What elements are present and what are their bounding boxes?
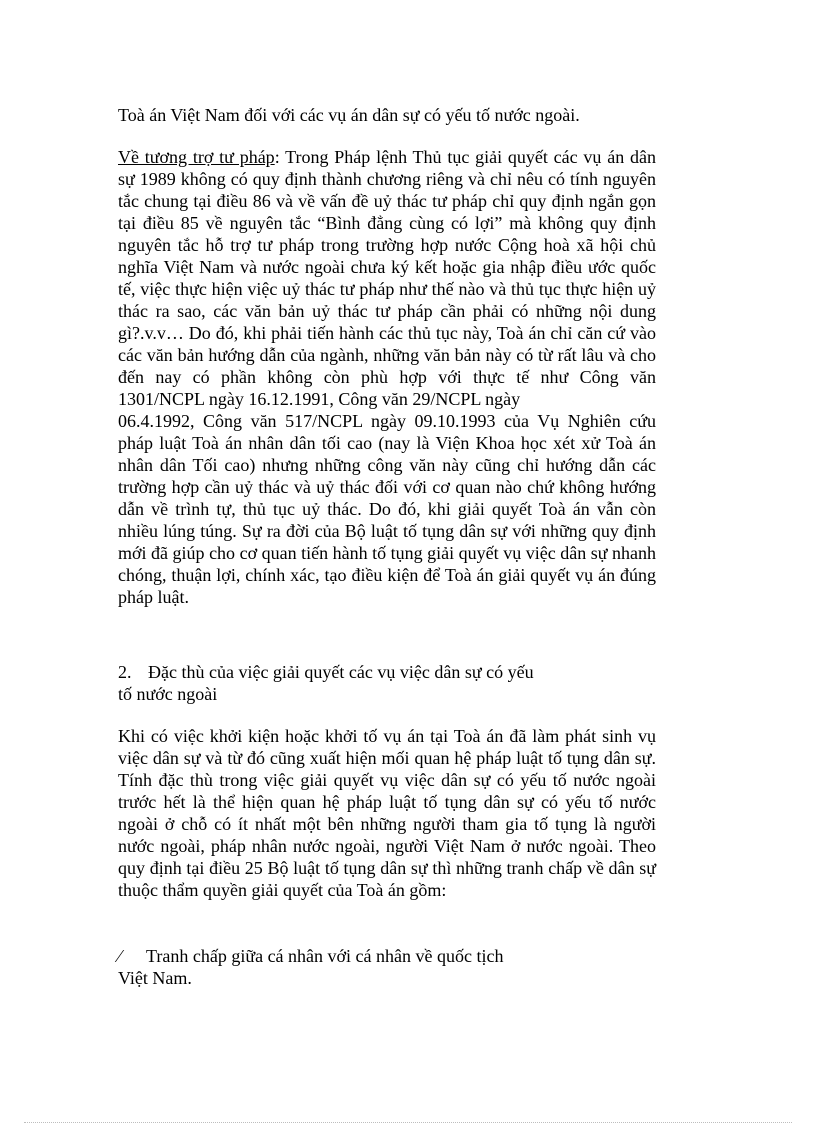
section-title-line2: tố nước ngoài [118, 684, 218, 704]
paragraph-mutual-legal-assistance [118, 146, 656, 608]
bullet-marker: ⁄ [118, 946, 122, 966]
bullet-text-line1: Tranh chấp giữa cá nhân với cá nhân về quốc tịch [146, 946, 504, 966]
paragraph-body-part-a: : Trong Pháp lệnh Thủ tục giải quyết các vụ án dân sự 1989 không có quy định thành chương riêng và chỉ nêu có tính nguyên tắc chung tại điều 86 và về vấn đề uỷ thác tư pháp chỉ quy định ngắn gọn tại điều 85 về nguyên tắc “Bình đẳng cùng có lợi” mà không quy định nguyên tắc hỗ trợ tư pháp trong trường hợp nước Cộng hoà xã hội chủ nghĩa Việt Nam và nước ngoài chưa ký kết hoặc gia nhập điều ước quốc tế, việc thực hiện việc uỷ thác tư pháp như thế nào và thủ tục thực hiện uỷ thác ra sao, các văn bản uỷ thác tư pháp cần phải có những nội dung gì?.v.v… Do đó, khi phải tiến hành các thủ tục này, Toà án chỉ căn cứ vào các văn bản hướng dẫn của ngành, những văn bản này có từ rất lâu và cho đến nay có phần không còn phù hợp với thực tế như Công văn 1301/NCPL ngày 16.12.1991, Công văn 29/NCPL ngày [118, 147, 656, 409]
paragraph-specific-features: Khi có việc khởi kiện hoặc khởi tố vụ án tại Toà án đã làm phát sinh vụ việc dân sự và từ đó cũng xuất hiện mối quan hệ pháp luật tố tụng dân sự. Tính đặc thù trong việc giải quyết vụ việc dân sự có yếu tố nước ngoài trước hết là thể hiện quan hệ pháp luật tố tụng dân sự có yếu tố nước ngoài ở chỗ có ít nhất một bên những người tham gia tố tụng là người nước ngoài, pháp nhân nước ngoài, người Việt Nam ở nước ngoài. Theo quy định tại điều 25 Bộ luật tố tụng dân sự thì những tranh chấp về dân sự thuộc thẩm quyền giải quyết của Toà án gồm: [118, 726, 656, 900]
bullet-item [118, 945, 656, 989]
intro-line: Toà án Việt Nam đối với các vụ án dân sự có yếu tố nước ngoài. [118, 105, 580, 125]
section-title-line1: Đặc thù của việc giải quyết các vụ việc dân sự có yếu [148, 662, 534, 682]
section-number: 2. [118, 662, 132, 682]
section-heading [118, 661, 656, 705]
paragraph-label: Về tương trợ tư pháp [118, 147, 275, 167]
bullet-text-line2: Việt Nam. [118, 968, 192, 988]
paragraph-body-part-b: 06.4.1992, Công văn 517/NCPL ngày 09.10.1993 của Vụ Nghiên cứu pháp luật Toà án nhân dân tối cao (nay là Viện Khoa học xét xử Toà án nhân dân Tối cao) nhưng những công văn này cũng chỉ hướng dẫn các trường hợp cần uỷ thác và uỷ thác đối với cơ quan nào chứ không hướng dẫn về trình tự, thủ tục uỷ thác. Do đó, khi giải quyết Toà án vẫn còn nhiều lúng túng. Sự ra đời của Bộ luật tố tụng dân sự với những quy định mới đã giúp cho cơ quan tiến hành tố tụng giải quyết vụ việc dân sự nhanh chóng, thuận lợi, chính xác, tạo điều kiện để Toà án giải quyết vụ án đúng pháp luật. [118, 411, 656, 607]
